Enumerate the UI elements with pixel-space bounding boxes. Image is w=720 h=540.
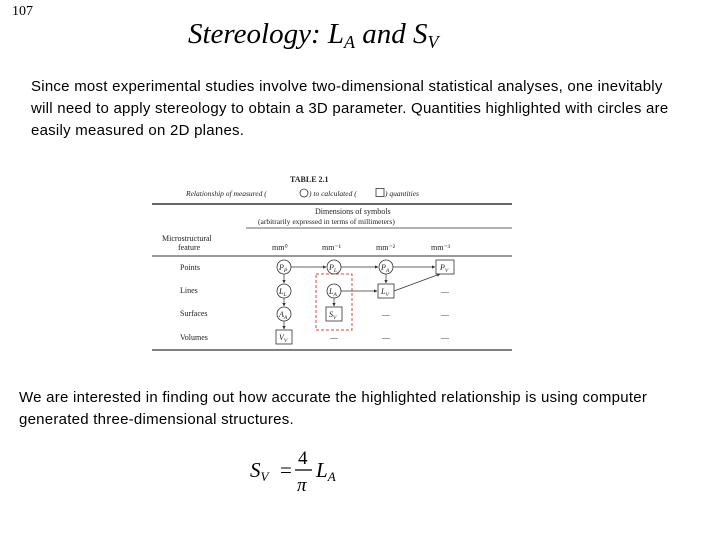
dims-header-2: (arbitrarily expressed in terms of millimeters) — [258, 217, 395, 226]
symbol-pv: $P_V$ — [440, 263, 449, 274]
sv-equation — [250, 445, 370, 500]
intro-paragraph: Since most experimental studies involve two-dimensional statistical analyses, one inevitably will need to apply stereology to obtain a 3D parameter. Quantities highlighted with circles are easily measured on 2D planes. — [31, 78, 669, 139]
symbol-ll: $L_L$ — [279, 287, 287, 298]
unit-mm0: mm⁰ — [272, 243, 288, 252]
dash-lines-col3: — — [441, 287, 449, 296]
table-subtitle-end: ) quantities — [385, 189, 419, 198]
eq-numerator: 4 — [298, 448, 308, 469]
arrow-lv-pv — [394, 274, 440, 291]
row-label-lines: Lines — [180, 286, 198, 295]
symbol-aa: $A_A$ — [279, 310, 288, 321]
eq-rhs: LA — [316, 458, 336, 484]
symbol-sv: $S_V$ — [329, 310, 337, 321]
slide-number: 107 — [12, 4, 33, 19]
equation-svg — [250, 445, 370, 500]
symbol-lv: $L_V$ — [381, 287, 389, 298]
dash-volumes-col3: — — [441, 333, 449, 342]
title-main: Stereology: L — [188, 18, 344, 50]
feature-header-2: feature — [178, 243, 201, 252]
title-and: and S — [354, 18, 428, 50]
title-subscript-a: A — [343, 32, 355, 52]
symbol-la: $L_A$ — [329, 287, 337, 298]
table-subtitle-middle: ) to calculated ( — [309, 189, 357, 198]
table-caption: TABLE 2.1 — [290, 175, 329, 184]
unit-mm-2: mm⁻² — [376, 243, 396, 252]
slide-title — [188, 18, 438, 53]
title-subscript-v: V — [427, 32, 439, 52]
symbol-vv: $V_V$ — [279, 333, 288, 344]
stereology-table-figure — [150, 170, 520, 365]
symbol-pa: $P_A$ — [381, 263, 390, 274]
outro-paragraph: We are interested in finding out how accurate the highlighted relationship is using computer generated three-dimensional structures. — [19, 389, 648, 428]
square-legend-icon — [376, 189, 384, 197]
unit-mm-3: mm⁻³ — [431, 243, 451, 252]
dims-header-1: Dimensions of symbols — [315, 207, 391, 216]
dash-surfaces-col2: — — [382, 310, 390, 319]
row-label-points: Points — [180, 263, 201, 272]
row-label-volumes: Volumes — [180, 333, 208, 342]
dash-volumes-col1: — — [330, 333, 338, 342]
row-label-surfaces: Surfaces — [180, 309, 208, 318]
symbol-pp: $P_P$ — [279, 263, 288, 274]
eq-denominator: π — [297, 475, 307, 496]
table-subtitle-start: Relationship of measured ( — [186, 189, 267, 198]
dash-surfaces-col3: — — [441, 310, 449, 319]
unit-mm-1: mm⁻¹ — [322, 243, 342, 252]
circle-legend-icon — [300, 189, 308, 197]
eq-equals: = — [280, 458, 292, 482]
symbol-pl: $P_L$ — [329, 263, 337, 274]
stereology-table-svg — [150, 170, 520, 365]
dash-volumes-col2: — — [382, 333, 390, 342]
eq-lhs: SV — [250, 458, 269, 484]
feature-header-1: Microstructural — [162, 234, 212, 243]
